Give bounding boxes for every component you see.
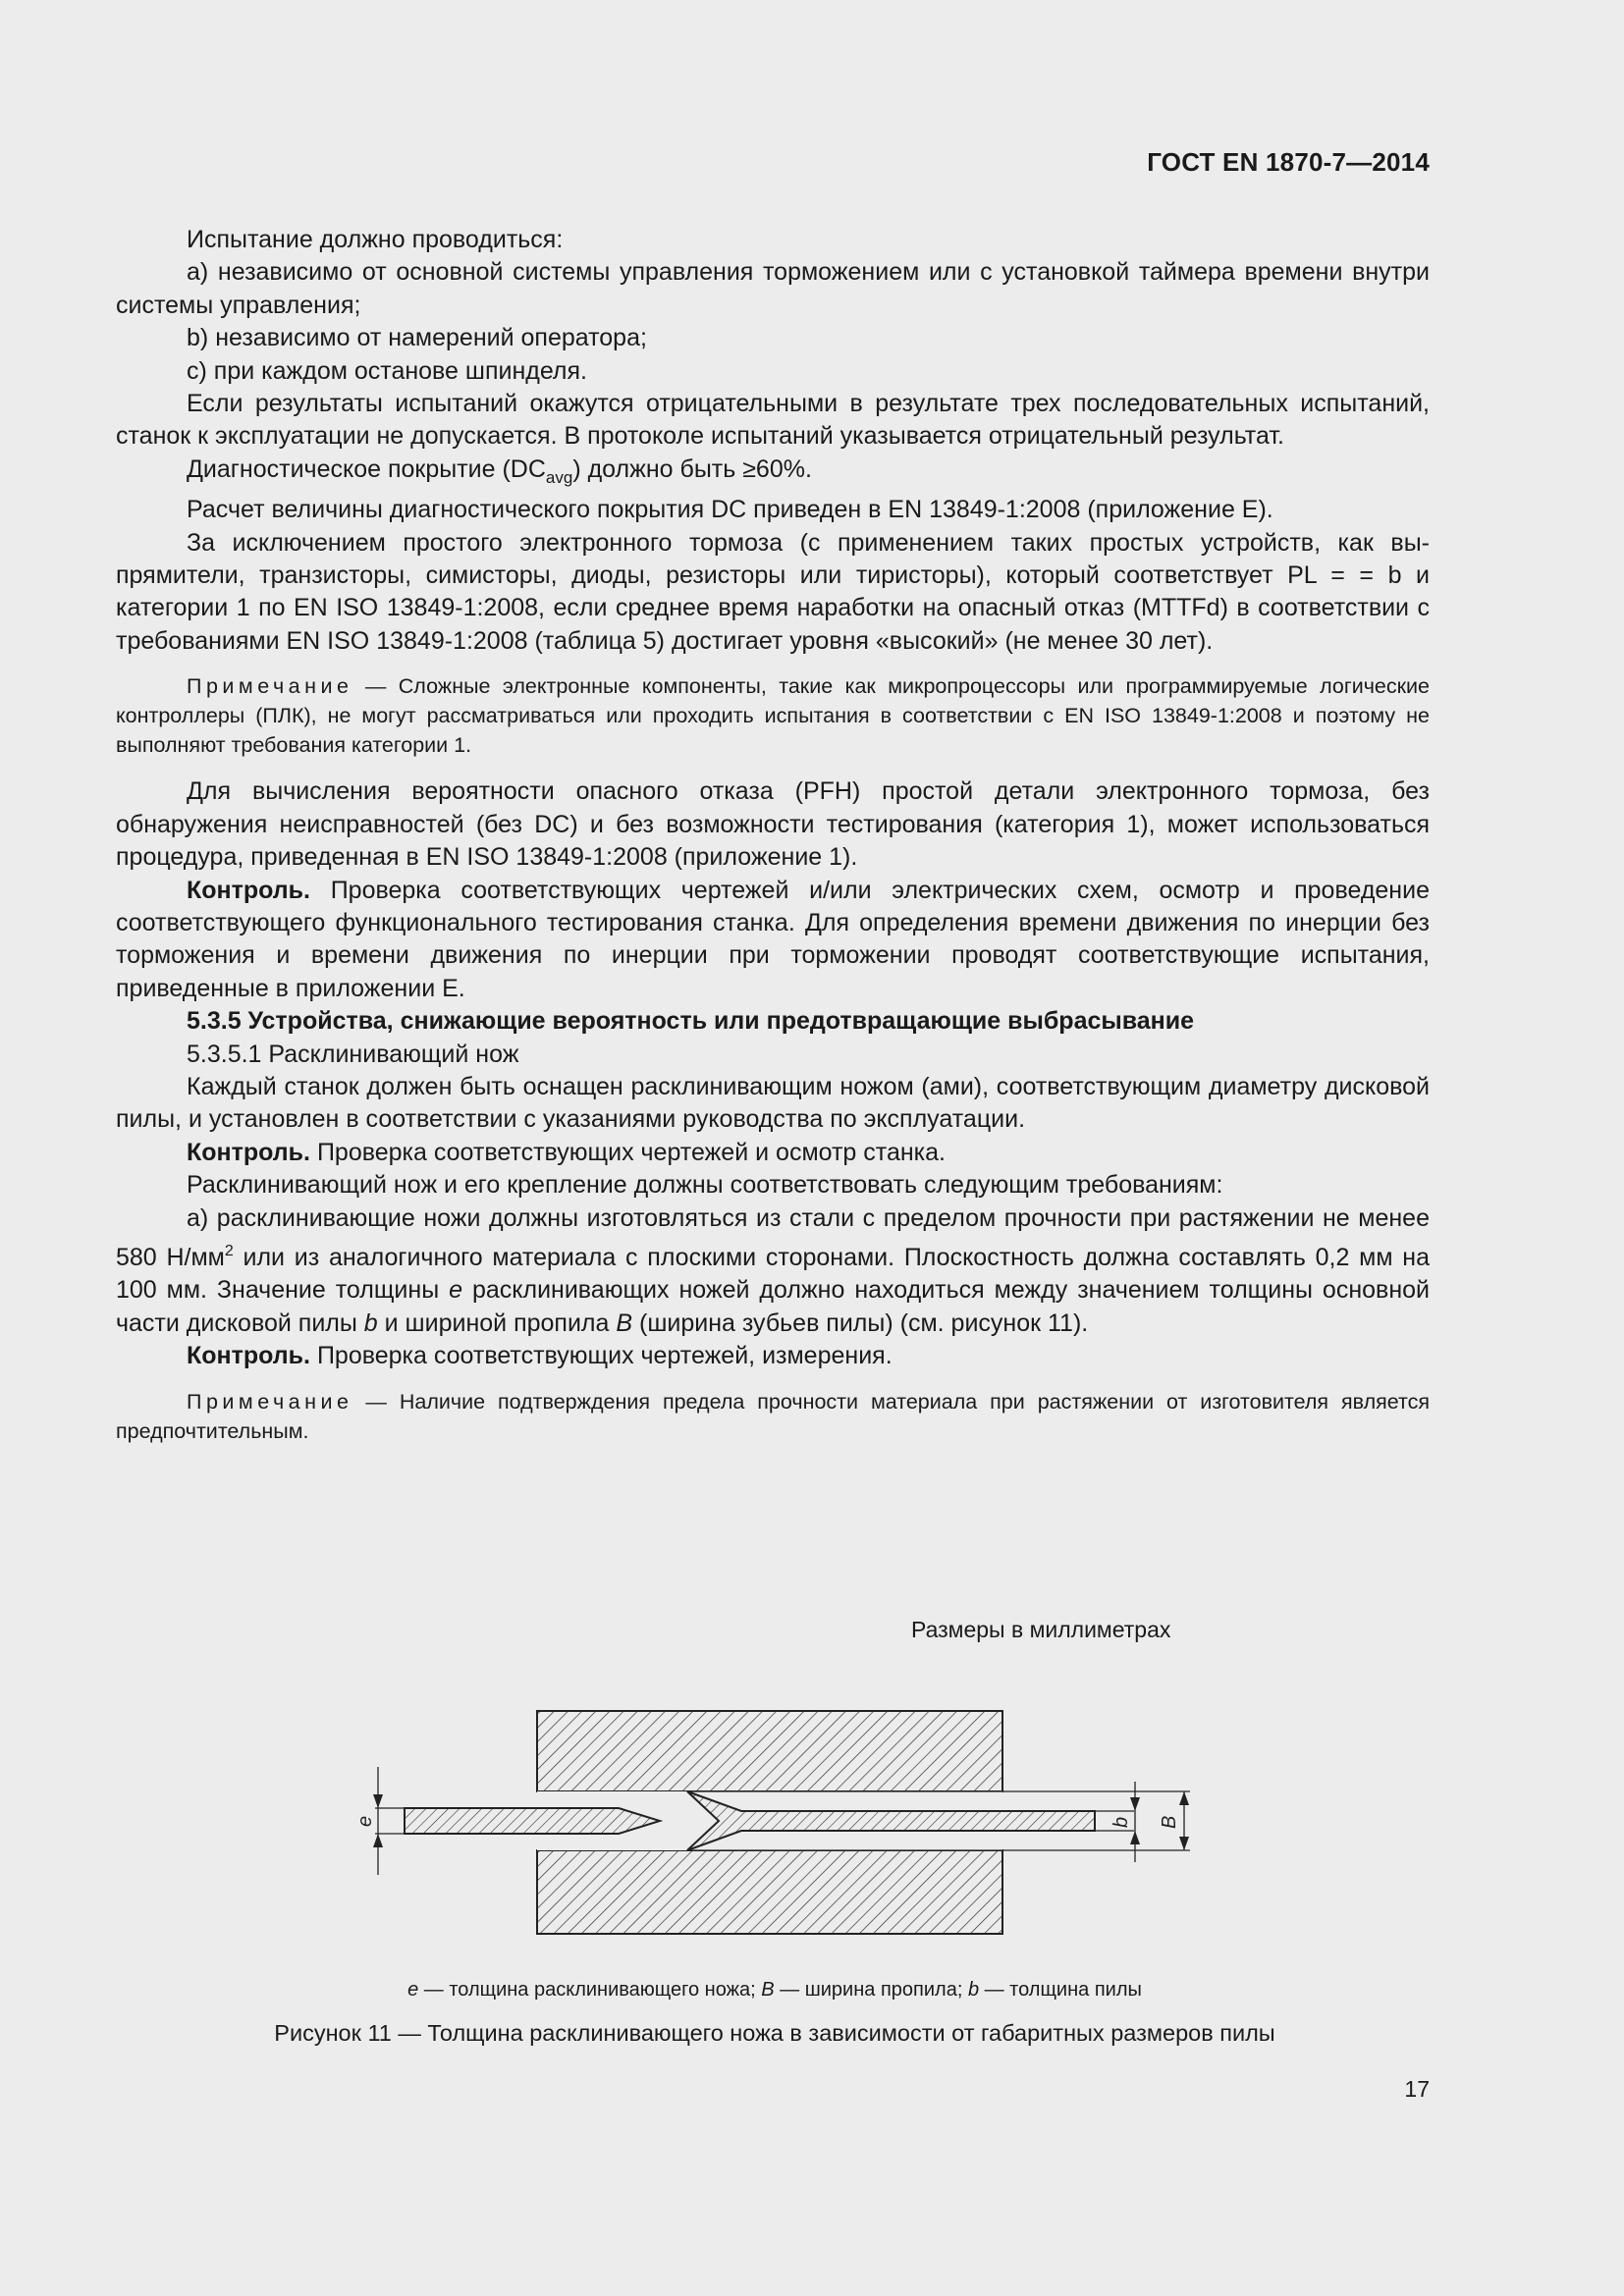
variable-B: В — [616, 1308, 633, 1337]
text-run: или из аналогичного материала с плоскими сторонами. Плоскостность должна составлять 0,2 мм на 100 мм. Значение толщины — [116, 1243, 1430, 1305]
text-run: (ширина зубьев пилы) (см. рисунок 11). — [632, 1308, 1089, 1337]
riving-knife-figure — [353, 1703, 1218, 1939]
text-run: Проверка соответствующих чертежей, измерения. — [310, 1342, 893, 1370]
subsection-heading: 5.3.5.1 Расклинивающий нож — [187, 1040, 519, 1068]
text-run: и шириной пропила — [377, 1308, 617, 1337]
paragraph: Испытание должно проводиться: — [187, 226, 564, 253]
variable-b: b — [363, 1308, 378, 1337]
list-label: с) — [187, 356, 207, 385]
superscript: 2 — [224, 1242, 234, 1259]
workpiece-bottom — [537, 1850, 1002, 1934]
section-heading: 5.3.5 Устройства, снижающие вероятность или предотвращающие выбрасывание — [187, 1007, 1195, 1036]
note-label: Примечание — [187, 674, 353, 699]
control-keyword: Контроль. — [187, 1342, 310, 1370]
legend-text: — толщина расклинивающего ножа; — [418, 1979, 762, 2001]
control-keyword: Контроль. — [187, 876, 310, 904]
variable-e: е — [449, 1276, 463, 1305]
legend-text: — толщина пилы — [979, 1979, 1142, 2001]
paragraph: Для вычисления вероятности опасного отказа (PFH) простой детали электронного тормоза, без обнаружения неисправностей (без DC) и без возможности тестирования (категория 1), может использоваться процедура, приведенная в EN ISO 13849-1:2008 (приложение 1). — [116, 777, 1430, 872]
dimension-label-B: B — [1159, 1815, 1180, 1829]
note — [116, 671, 1430, 760]
list-label: а) — [187, 258, 209, 287]
document-code: ГОСТ EN 1870-7—2014 — [1147, 147, 1430, 177]
workpiece-top — [537, 1711, 1002, 1791]
paragraph: Если результаты испытаний окажутся отрицательными в результате трех последовательных испытаний, станок к эксплуатации не допускается. В протоколе испытаний указывается отрицательный результат. — [116, 390, 1430, 451]
paragraph — [116, 454, 1430, 494]
figure-legend — [0, 1979, 1624, 2002]
list-text: независимо от основной системы управления торможением или с установкой таймера времени внутри системы управления; — [116, 258, 1430, 319]
text-run: а) расклинивающие ножи должны изготовляться из стали с пределом прочности при растяжении не менее 580 Н/мм — [116, 1203, 1430, 1271]
control-keyword: Контроль. — [187, 1138, 310, 1166]
note-text: — Наличие подтверждения предела прочности материала при растяжении от изготовителя является предпочтительным. — [116, 1389, 1430, 1443]
dimension-label-e: e — [354, 1815, 376, 1827]
paragraph: Расчет величины диагностического покрытия DC приведен в EN 13849-1:2008 (приложение Е). — [187, 496, 1273, 524]
paragraph — [116, 1340, 1430, 1372]
legend-text: — ширина пропила; — [774, 1979, 968, 2001]
paragraph — [116, 1202, 1430, 1341]
text-run: расклинивающих ножей должно находиться между значением толщины основной части дисковой пилы — [116, 1276, 1430, 1337]
paragraph: Каждый станок должен быть оснащен расклинивающим ножом (ами), соответствующим диаметру дисковой пилы, и установлен в соответствии с указаниями руководства по эксплуатации. — [116, 1072, 1430, 1134]
list-label: b) — [187, 324, 209, 352]
dimensions-caption: Размеры в миллиметрах — [911, 1617, 1171, 1642]
list-item — [116, 256, 1430, 322]
paragraph: За исключением простого электронного тормоза (с применением таких простых устройств, как выпрямители, транзисторы, симисторы, диоды, резисторы или тиристоры), который соответствует PL = = b и категории 1 по EN ISO 13849-1:2008, если среднее время наработки на опасный отказ (MTTFd) в соответствии с требованиями EN ISO 13849-1:2008 (таблица 5) достигает уровня «высокий» (не менее 30 лет). — [116, 528, 1430, 655]
legend-var-b: b — [967, 1979, 980, 2001]
figure-title — [0, 2020, 1624, 2047]
note-text: — Сложные электронные компоненты, такие как микропроцессоры или программируемые логические контроллеры (ПЛК), не могут рассматриваться или проходить испытания в соответствии с EN ISO 13849-1:2008 и поэтому не выполняют требования категории 1. — [116, 674, 1430, 758]
list-text: при каждом останове шпинделя. — [213, 356, 588, 385]
text-run: Проверка соответствующих чертежей и осмотр станка. — [310, 1138, 946, 1166]
body-text — [116, 224, 1430, 1462]
riving-knife — [405, 1808, 660, 1834]
paragraph: Расклинивающий нож и его крепление должны соответствовать следующим требованиям: — [187, 1171, 1223, 1200]
list-text: независимо от намерений оператора; — [215, 324, 647, 352]
text-run: Проверка соответствующих чертежей и/или электрических схем, осмотр и проведение соответствующего функционального тестирования станка. Для определения времени движения по инерции без торможения и времени движения по инерции при торможении проводят соответствующие испытания, приведенные в приложении Е. — [116, 876, 1430, 1002]
paragraph — [116, 875, 1430, 1006]
subscript: avg — [545, 467, 573, 487]
dimension-label-b: b — [1110, 1816, 1132, 1828]
legend-var-B: В — [761, 1979, 775, 2001]
text-run: Диагностическое покрытие (DC — [187, 454, 546, 483]
legend-var-e: е — [407, 1979, 419, 2001]
figure-title-text: Рисунок 11 — Толщина расклинивающего ножа в зависимости от габаритных размеров пилы — [274, 2020, 1275, 2046]
note — [116, 1387, 1430, 1446]
text-run: ) должно быть ≥60%. — [572, 454, 812, 483]
paragraph — [116, 1137, 1430, 1169]
page-number: 17 — [1404, 2076, 1430, 2102]
list-item — [116, 322, 1430, 354]
list-item — [116, 355, 1430, 388]
note-label: Примечание — [187, 1389, 353, 1414]
